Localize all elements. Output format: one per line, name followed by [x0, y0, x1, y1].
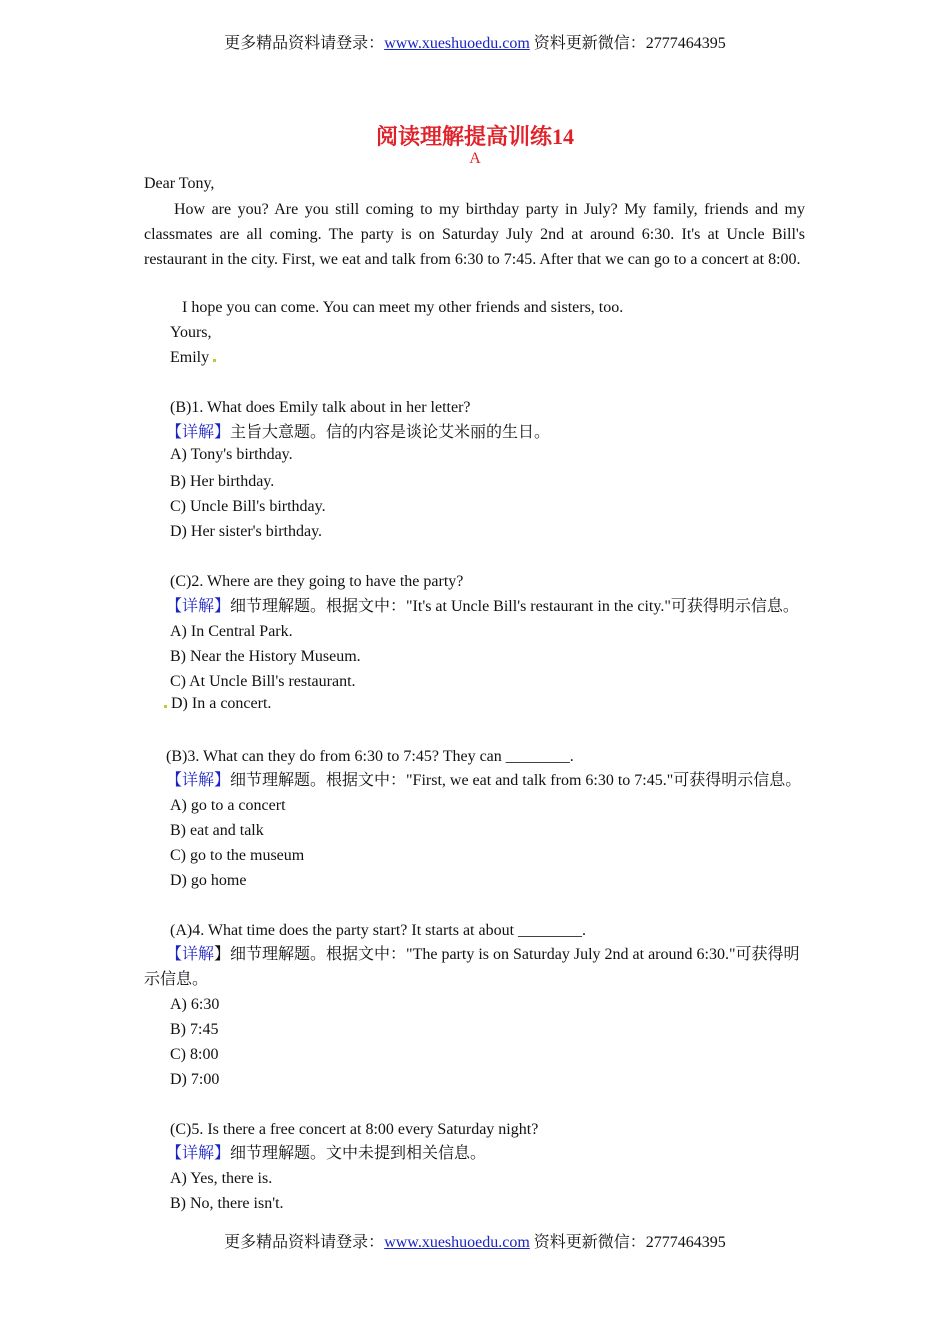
question-4: (A)4. What time does the party start? It starts at about ________.	[170, 922, 587, 939]
option-1a: A) Tony's birthday.	[170, 446, 293, 463]
option-2a: A) In Central Park.	[170, 623, 293, 640]
explanation-5: 【详解】细节理解题。文中未提到相关信息。	[166, 1145, 487, 1162]
explanation-1: 【详解】主旨大意题。信的内容是谈论艾米丽的生日。	[166, 424, 551, 441]
letter-paragraph-1: How are you? Are you still coming to my birthday party in July? My family, friends and my classmates are all coming. The party is on Saturday July 2nd at around 6:30. It's at Uncle Bill's restaurant in the city. First, we eat and talk from 6:30 to 7:45. After that we can go to a concert at 8:00.	[144, 201, 805, 268]
explanation-tag: 【详解】	[166, 1145, 231, 1162]
option-4a: A) 6:30	[170, 996, 220, 1013]
explanation-tag: 【详解】	[166, 424, 231, 441]
option-1d: D) Her sister's birthday.	[170, 523, 323, 540]
page-title: 阅读理解提高训练14	[375, 124, 574, 149]
explanation-tag: 【详解	[166, 946, 215, 963]
letter-signature: Emily	[170, 347, 216, 369]
option-3c: C) go to the museum	[170, 847, 305, 864]
header-suffix: 资料更新微信：2777464395	[529, 35, 726, 52]
footer-prefix: 更多精品资料请登录：	[224, 1234, 385, 1251]
option-3d: D) go home	[170, 872, 247, 889]
option-4d: D) 7:00	[170, 1071, 220, 1088]
header-prefix: 更多精品资料请登录：	[224, 35, 385, 52]
section-label: A	[469, 150, 481, 167]
question-5: (C)5. Is there a free concert at 8:00 every Saturday night?	[170, 1121, 539, 1138]
page-header	[0, 30, 950, 53]
page-footer	[0, 1229, 950, 1252]
letter-closing: Yours,	[170, 324, 212, 341]
question-1: (B)1. What does Emily talk about in her letter?	[170, 399, 471, 416]
explanation-tag: 【详解】	[166, 598, 231, 615]
option-1b: B) Her birthday.	[170, 473, 275, 490]
letter-paragraph-2: I hope you can come. You can meet my other friends and sisters, too.	[182, 299, 624, 316]
explanation-4-line-2: 示信息。	[144, 971, 209, 988]
explanation-3: 【详解】细节理解题。根据文中："First, we eat and talk from 6:30 to 7:45."可获得明示信息。	[166, 772, 802, 789]
option-4b: B) 7:45	[170, 1021, 219, 1038]
option-5b: B) No, there isn't.	[170, 1195, 284, 1212]
footer-link[interactable]: www.xueshuoedu.com	[384, 1234, 530, 1251]
header-link[interactable]: www.xueshuoedu.com	[384, 35, 530, 52]
footer-suffix: 资料更新微信：2777464395	[529, 1234, 726, 1251]
option-4c: C) 8:00	[170, 1046, 219, 1063]
letter-greeting: Dear Tony,	[144, 175, 215, 192]
option-2b: B) Near the History Museum.	[170, 648, 361, 665]
option-2d: D) In a concert.	[164, 693, 271, 715]
question-3: (B)3. What can they do from 6:30 to 7:45? They can ________.	[166, 748, 574, 765]
option-2c: C) At Uncle Bill's restaurant.	[170, 673, 356, 690]
question-2: (C)2. Where are they going to have the party?	[170, 573, 464, 590]
option-3b: B) eat and talk	[170, 822, 264, 839]
explanation-tag: 【详解】	[166, 772, 231, 789]
option-5a: A) Yes, there is.	[170, 1170, 273, 1187]
explanation-2: 【详解】细节理解题。根据文中："It's at Uncle Bill's restaurant in the city."可获得明示信息。	[166, 598, 799, 615]
option-3a: A) go to a concert	[170, 797, 286, 814]
explanation-4-line-1: 【详解】细节理解题。根据文中："The party is on Saturday July 2nd at around 6:30."可获得明	[166, 946, 800, 963]
option-1c: C) Uncle Bill's birthday.	[170, 498, 326, 515]
